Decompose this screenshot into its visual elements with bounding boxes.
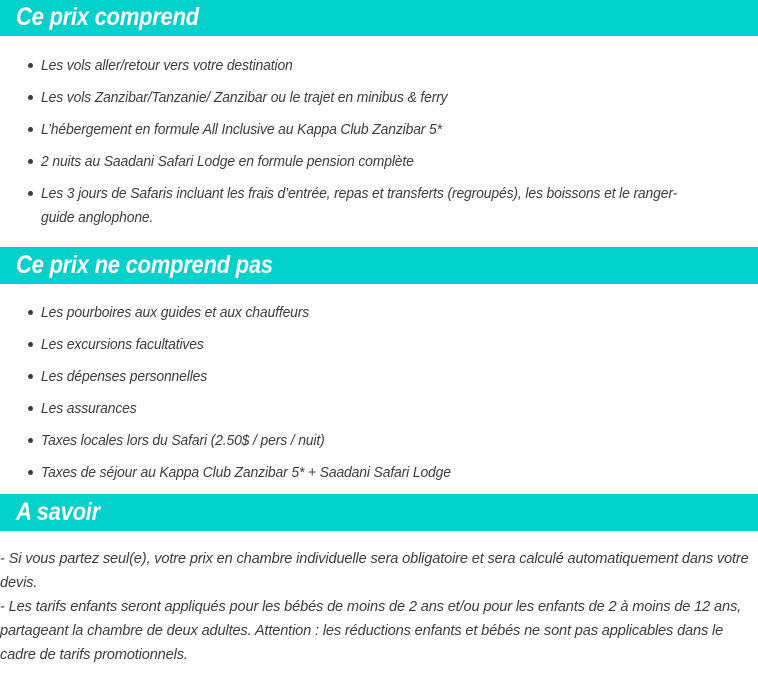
bullet-icon: [28, 191, 33, 196]
bullet-icon: [28, 159, 33, 164]
list-item: [0, 150, 758, 174]
list-item-text: Les vols Zanzibar/Tanzanie/ Zanzibar ou le trajet en minibus & ferry: [41, 90, 448, 106]
section-title-included: Ce prix comprend: [16, 3, 199, 31]
list-item: [0, 429, 758, 453]
list-item: [0, 333, 758, 357]
section-header-excluded: [0, 247, 758, 284]
bullet-icon: [28, 438, 33, 443]
list-item: [0, 397, 758, 421]
included-list: [0, 54, 758, 238]
list-item-text: Les vols aller/retour vers votre destination: [41, 58, 293, 74]
list-item-text: Taxes locales lors du Safari (2.50$ / pers / nuit): [41, 433, 325, 449]
section-title-notes: A savoir: [16, 497, 100, 526]
note-paragraph: - Si vous partez seul(e), votre prix en chambre individuelle sera obligatoire et sera calculé automatiquement dans votre devis.: [0, 551, 749, 591]
list-item: [0, 461, 758, 485]
list-item-text: Les excursions facultatives: [41, 337, 204, 353]
list-item-text: Taxes de séjour au Kappa Club Zanzibar 5* + Saadani Safari Lodge: [41, 465, 451, 481]
list-item: [0, 365, 758, 389]
list-item-text: L’hébergement en formule All Inclusive au Kappa Club Zanzibar 5*: [41, 122, 442, 138]
bullet-icon: [28, 310, 33, 315]
bullet-icon: [28, 374, 33, 379]
list-item: [0, 86, 758, 110]
bullet-icon: [28, 127, 33, 132]
list-item-text: Les 3 jours de Safaris incluant les frais d’entrée, repas et transferts (regroupés), les boissons et le ranger-guide anglophone.: [41, 186, 678, 226]
bullet-icon: [28, 406, 33, 411]
section-title-excluded: Ce prix ne comprend pas: [16, 250, 273, 279]
bullet-icon: [28, 342, 33, 347]
bullet-icon: [28, 470, 33, 475]
excluded-list: [0, 301, 758, 493]
notes-body: [0, 547, 752, 667]
bullet-icon: [28, 63, 33, 68]
section-header-included: [0, 0, 758, 36]
list-item-text: Les pourboires aux guides et aux chauffeurs: [41, 305, 310, 321]
section-header-notes: [0, 494, 758, 531]
list-item: [0, 301, 758, 325]
list-item-text: 2 nuits au Saadani Safari Lodge en formule pension complète: [41, 154, 414, 170]
list-item: [0, 54, 758, 78]
bullet-icon: [28, 95, 33, 100]
list-item-text: Les assurances: [41, 401, 137, 417]
list-item-text: Les dépenses personnelles: [41, 369, 208, 385]
list-item: [0, 182, 758, 230]
note-paragraph: - Les tarifs enfants seront appliqués pour les bébés de moins de 2 ans et/ou pour les enfants de 2 à moins de 12 ans, partageant la chambre de deux adultes. Attention : les réductions enfants et bébés ne sont pas applicables dans le cadre de tarifs promotionnels.: [0, 599, 741, 663]
list-item: [0, 118, 758, 142]
